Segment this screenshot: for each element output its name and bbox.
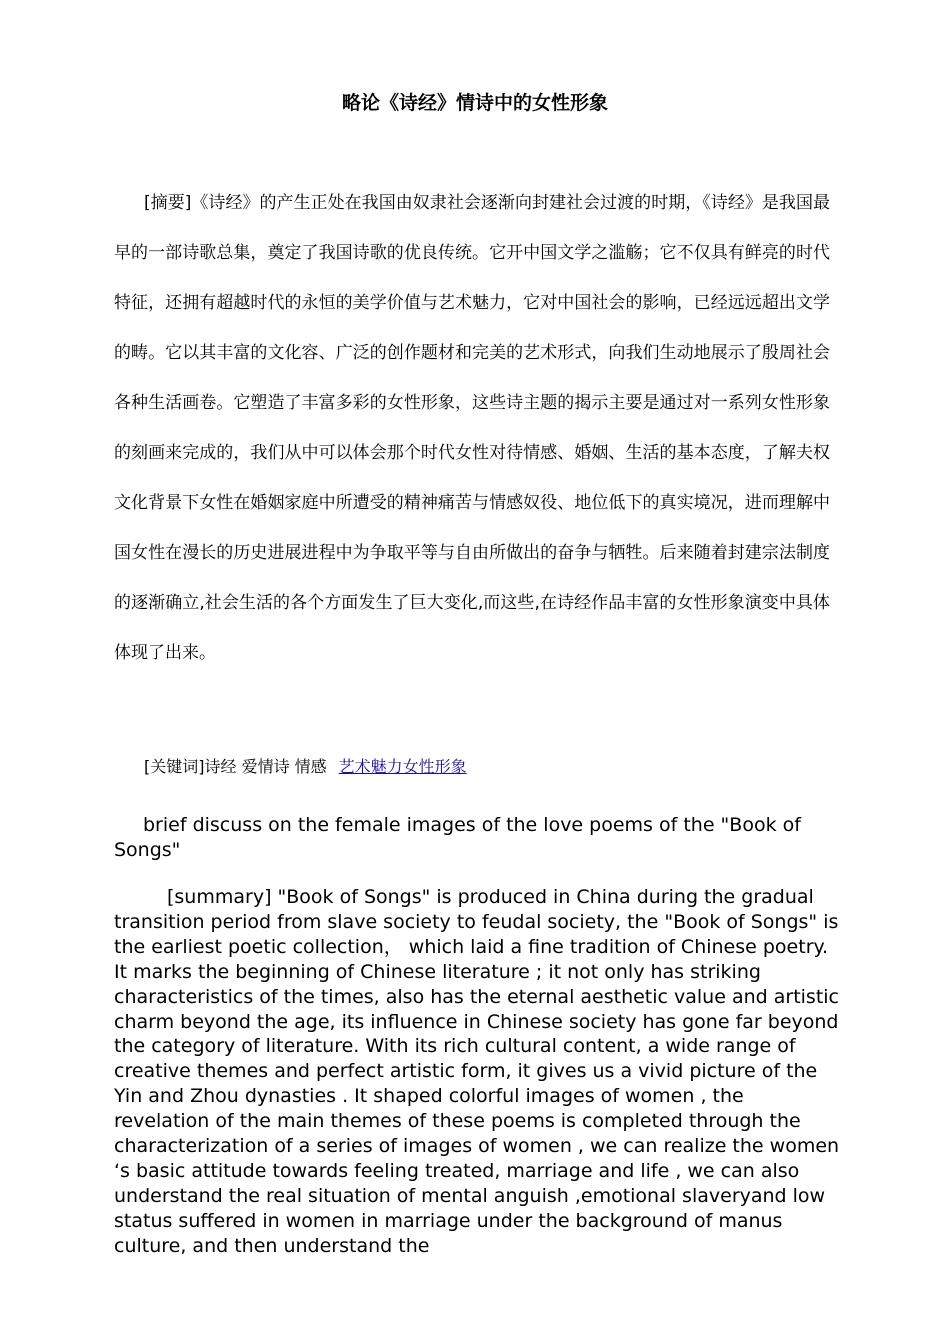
english-title <box>114 813 834 863</box>
chinese-abstract <box>114 178 830 678</box>
english-summary <box>114 885 840 1259</box>
keywords-link[interactable]: 艺术魅力女性形象 <box>338 757 467 776</box>
english-title-text: brief discuss on the female images of the love poems of the "Book of Songs" <box>114 814 801 861</box>
keywords-label: [关键词]诗经 爱情诗 情感 <box>144 757 327 776</box>
chinese-abstract-text: [摘要]《诗经》的产生正处在我国由奴隶社会逐渐向封建社会过渡的时期，《诗经》是我国最早的一部诗歌总集，奠定了我国诗歌的优良传统。它开中国文学之滥觞；它不仅具有鲜亮的时代特征，还拥有超越时代的永恒的美学价值与艺术魅力，它对中国社会的影响，已经远远超出文学的畴。它以其丰富的文化容、广泛的创作题材和完美的艺术形式，向我们生动地展示了殷周社会各种生活画卷。它塑造了丰富多彩的女性形象，这些诗主题的揭示主要是通过对一系列女性形象的刻画来完成的，我们从中可以体会那个时代女性对待情感、婚姻、生活的基本态度，了解夫权文化背景下女性在婚姻家庭中所遭受的精神痛苦与情感奴役、地位低下的真实境况，进而理解中国女性在漫长的历史进展进程中为争取平等与自由所做出的奋争与牺牲。后来随着封建宗法制度的逐渐确立,社会生活的各个方面发生了巨大变化,而这些,在诗经作品丰富的女性形象演变中具体体现了出来。 <box>114 193 830 663</box>
keywords-line <box>144 754 844 780</box>
page-title: 略论《诗经》情诗中的女性形象 <box>341 92 608 114</box>
english-summary-text: [summary] "Book of Songs" is produced in China during the gradual transition period from slave society to feudal society, the "Book of Songs" is the earliest poetic collection， which laid a fine tradition of Chinese poetry. It marks the beginning of Chinese literature ; it not only has striking characteristics of the times, also has the eternal aesthetic value and artistic charm beyond the age, its influence in Chinese society has gone far beyond the category of literature. With its rich cultural content, a wide range of creative themes and perfect artistic form, it gives us a vivid picture of the Yin and Zhou dynasties . It shaped colorful images of women , the revelation of the main themes of these poems is completed through the characterization of a series of images of women , we can realize the women ‘s basic attitude towards feeling treated, marriage and life , we can also understand the real situation of mental anguish ,emotional slaveryand low status suffered in women in marriage under the background of manus culture, and then understand the <box>114 886 840 1257</box>
